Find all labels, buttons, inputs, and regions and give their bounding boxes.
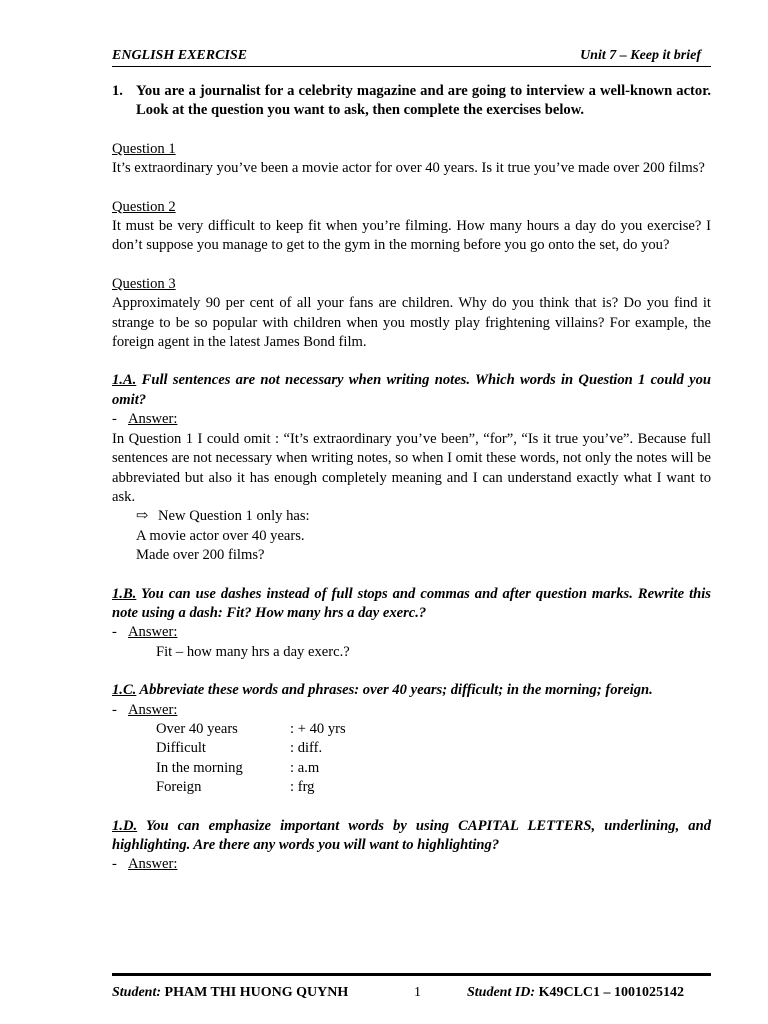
abbreviation-term: Difficult bbox=[156, 740, 206, 757]
exercise-number: 1. bbox=[112, 83, 123, 99]
footer-rule bbox=[112, 973, 711, 976]
question-1-title: Question 1 bbox=[112, 140, 176, 157]
student-id-value: K49CLC1 – 1001025142 bbox=[535, 985, 685, 1000]
question-1-text: It’s extraordinary you’ve been a movie actor for over 40 years. Is it true you’ve made over 200 films? bbox=[112, 160, 705, 177]
arrow-right-icon: ⇨ bbox=[136, 508, 149, 525]
abbreviation-row bbox=[112, 720, 711, 739]
document-body bbox=[112, 82, 711, 875]
abbreviation-term: Foreign bbox=[156, 779, 202, 796]
task-1d bbox=[112, 817, 711, 856]
page-header bbox=[112, 45, 711, 65]
answer-label: Answer: bbox=[128, 411, 178, 428]
abbreviation-value: : frg bbox=[290, 779, 315, 796]
question-3-title: Question 3 bbox=[112, 275, 176, 292]
task-1c bbox=[112, 681, 711, 700]
answer-label: Answer: bbox=[128, 701, 178, 718]
student-name: PHAM THI HUONG QUYNH bbox=[161, 985, 349, 1000]
student-label: Student: bbox=[112, 985, 162, 1000]
task-1b-answer: Fit – how many hrs a day exerc.? bbox=[156, 643, 350, 660]
answer-heading: - Answer: bbox=[112, 623, 711, 642]
answer-heading: - Answer: bbox=[112, 855, 711, 874]
abbreviation-term: Over 40 years bbox=[156, 720, 238, 737]
task-1a-arrow-text: New Question 1 only has: bbox=[158, 508, 310, 525]
task-1a bbox=[112, 371, 711, 410]
header-unit: Unit 7 – Keep it brief bbox=[580, 48, 701, 63]
abbreviation-value: : + 40 yrs bbox=[290, 720, 346, 737]
task-1b-text: You can use dashes instead of full stops and commas and after question marks. Rewrite this note using a dash: Fit? How many hrs a day exerc.? bbox=[112, 585, 711, 621]
answer-label: Answer: bbox=[128, 856, 178, 873]
footer-student bbox=[112, 985, 348, 1001]
question-2-text: It must be very difficult to keep fit when you’re filming. How many hours a day do you exercise? I don’t suppose you manage to get to the gym in the morning before you go onto the set, do you? bbox=[112, 218, 711, 254]
abbreviation-row bbox=[112, 759, 711, 778]
question-2-title: Question 2 bbox=[112, 198, 176, 215]
footer-student-id bbox=[467, 985, 684, 1001]
task-1a-answer: In Question 1 I could omit : “It’s extraordinary you’ve been”, “for”, “Is it true you’ve”. Because full sentences are not necessary when writing notes, so when I omit these words, not only the notes will be abbreviated but also it has enough completely meaning and I can understand exactly what I want to ask. bbox=[112, 430, 711, 505]
answer-heading: - Answer: bbox=[112, 410, 711, 429]
abbreviation-value: : diff. bbox=[290, 740, 323, 757]
abbreviation-row bbox=[112, 739, 711, 758]
task-1d-text: You can emphasize important words by using CAPITAL LETTERS, underlining, and highlighting. Are there any words you will want to highlighting? bbox=[112, 817, 711, 853]
task-1d-label: 1.D. bbox=[112, 817, 138, 834]
task-1c-label: 1.C. bbox=[112, 682, 137, 699]
abbreviation-row bbox=[112, 778, 711, 797]
abbreviation-term: In the morning bbox=[156, 759, 243, 776]
exercise-intro bbox=[112, 82, 711, 121]
header-rule bbox=[112, 66, 711, 67]
task-1b bbox=[112, 585, 711, 624]
task-1b-label: 1.B. bbox=[112, 585, 137, 602]
task-1a-line-2: Made over 200 films? bbox=[136, 547, 265, 564]
task-1c-text: Abbreviate these words and phrases: over 40 years; difficult; in the morning; foreign. bbox=[136, 682, 653, 699]
task-1a-arrow-line bbox=[112, 507, 711, 526]
abbreviation-value: : a.m bbox=[290, 759, 320, 776]
exercise-instruction: You are a journalist for a celebrity magazine and are going to interview a well-known actor. Look at the question you want to ask, then complete the exercises below. bbox=[136, 83, 711, 119]
task-1a-text: Full sentences are not necessary when writing notes. Which words in Question 1 could you omit? bbox=[112, 372, 711, 408]
page-number: 1 bbox=[414, 985, 421, 1000]
question-3-text: Approximately 90 per cent of all your fans are children. Why do you think that is? Do you find it strange to be so popular with children when you mostly play frightening villains? For example, the foreign agent in the latest James Bond film. bbox=[112, 295, 711, 351]
header-title: ENGLISH EXERCISE bbox=[112, 48, 247, 63]
answer-label: Answer: bbox=[128, 624, 178, 641]
answer-heading: - Answer: bbox=[112, 701, 711, 720]
task-1a-label: 1.A. bbox=[112, 372, 137, 389]
task-1a-line-1: A movie actor over 40 years. bbox=[136, 527, 305, 544]
student-id-label: Student ID: bbox=[467, 985, 536, 1000]
